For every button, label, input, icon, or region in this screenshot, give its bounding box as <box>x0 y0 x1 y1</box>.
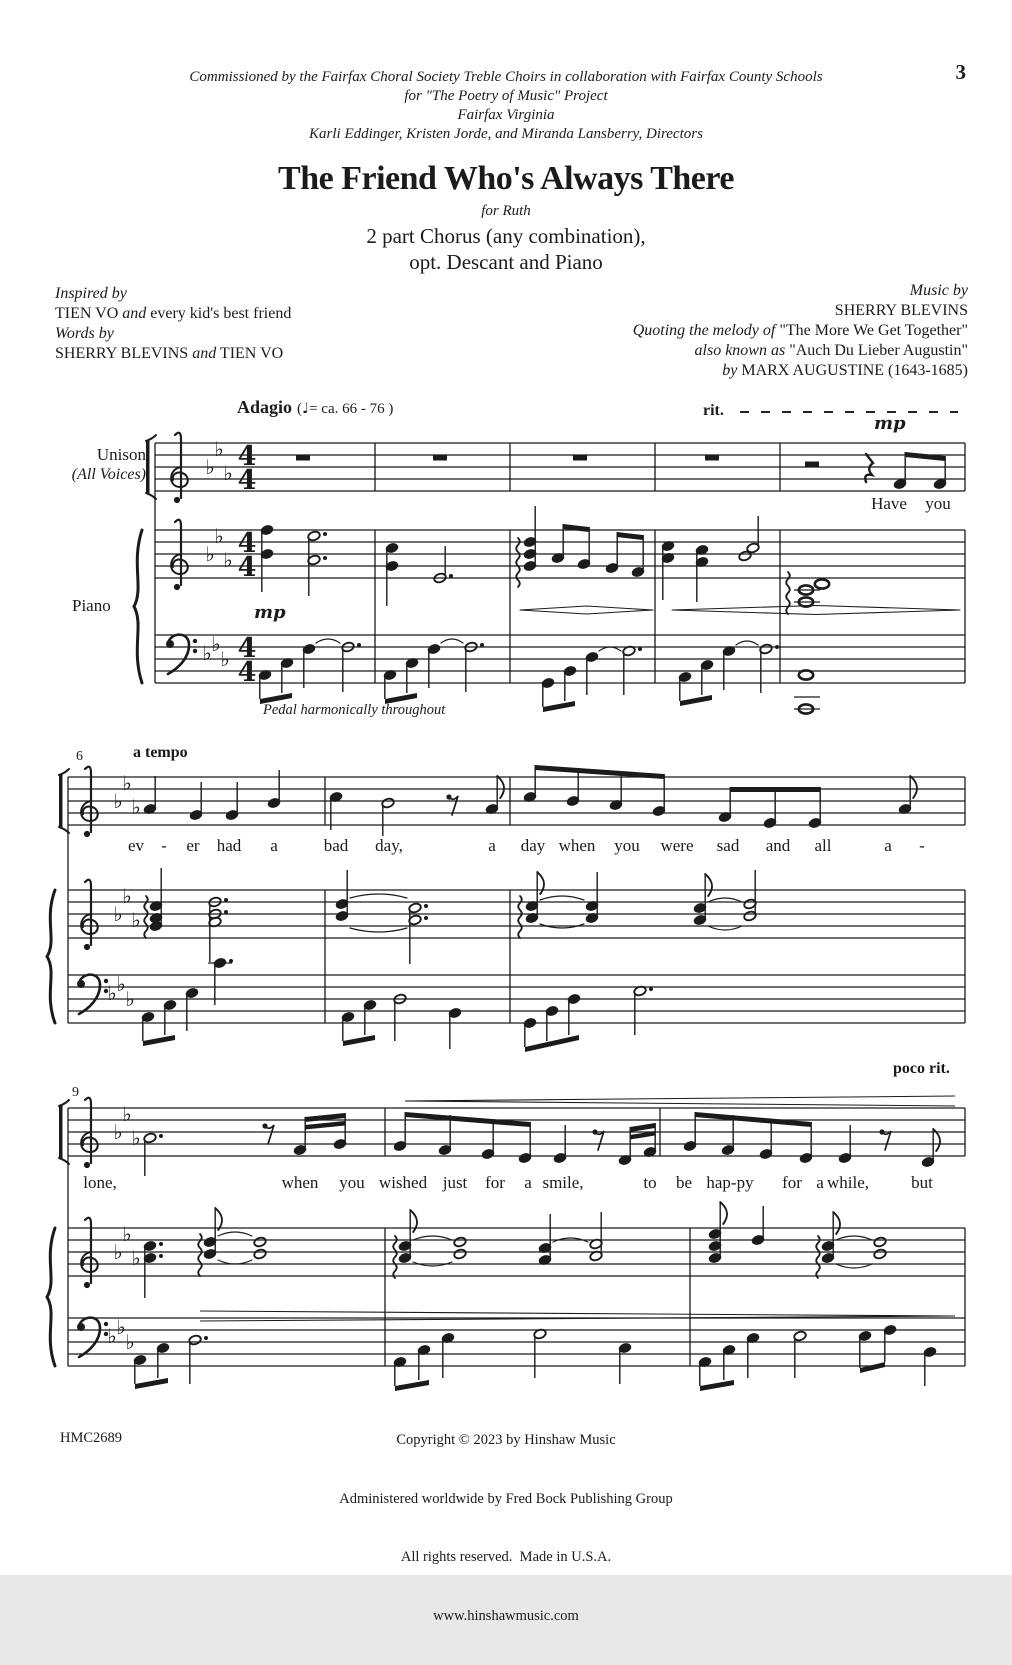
copyright-line3: All rights reserved. Made in U.S.A. <box>400 1549 612 1565</box>
svg-text:♭: ♭ <box>214 524 224 548</box>
commission-note <box>0 68 1012 144</box>
tempo-word: Adagio <box>237 397 293 417</box>
copyright-line2: Administered worldwide by Fred Bock Publishing Group <box>339 1490 673 1507</box>
scoring-line1: 2 part Chorus (any combination), <box>366 224 646 248</box>
lyric-syllable: just <box>442 1173 468 1192</box>
svg-text:♭: ♭ <box>131 1246 141 1270</box>
original-composer-line: by MARX AUGUSTINE (1643-1685) <box>722 362 968 379</box>
lyric-syllable: you <box>339 1173 365 1192</box>
svg-text:4: 4 <box>237 552 257 583</box>
quoting-line: Quoting the melody of "The More We Get Together" <box>632 322 968 339</box>
svg-text:♭: ♭ <box>122 1222 132 1246</box>
lyric-syllable: sad <box>716 836 740 855</box>
copyright-line1: Copyright © 2023 by Hinshaw Music <box>396 1432 616 1448</box>
tempo-marking <box>237 397 393 418</box>
aka-line: also known as "Auch Du Lieber Augustin" <box>694 342 968 359</box>
lyric-syllable: - <box>919 836 925 855</box>
svg-text:♭: ♭ <box>220 647 230 671</box>
lyric-syllable: when <box>281 1173 319 1192</box>
dedication: for Ruth <box>481 203 531 219</box>
svg-text:♭: ♭ <box>131 1126 141 1150</box>
lyric-syllable: a <box>270 836 278 855</box>
copyright-line4: www.hinshawmusic.com <box>433 1607 579 1624</box>
lyric-syllable: for <box>485 1173 505 1192</box>
dynamic-mp-vocal: mp <box>874 413 906 434</box>
lyric-syllable: had <box>216 836 242 855</box>
svg-text:♭: ♭ <box>223 548 233 572</box>
svg-text:4: 4 <box>237 528 257 559</box>
svg-text:♭: ♭ <box>113 1120 123 1144</box>
lyric-syllable: be <box>675 1173 693 1192</box>
svg-text:♭: ♭ <box>131 795 141 819</box>
lyric-syllable: day <box>520 836 546 855</box>
svg-text:♭: ♭ <box>202 641 212 665</box>
lyric-syllable: you <box>614 836 640 855</box>
svg-text:♭: ♭ <box>107 1324 117 1348</box>
svg-text:♭: ♭ <box>205 542 215 566</box>
lyric-syllable: hap-py <box>706 1173 754 1192</box>
svg-text:♭: ♭ <box>116 1315 126 1339</box>
metronome-marking: (♩= ca. 66 - 76 ) <box>297 399 394 417</box>
lyric-syllable: all <box>814 836 832 855</box>
lyric-syllable: were <box>660 836 694 855</box>
inspired-by-line: TIEN VO and every kid's best friend <box>55 305 292 322</box>
svg-text:4: 4 <box>237 465 257 496</box>
all-voices-label: (All Voices) <box>71 466 146 483</box>
lyric-syllable: ev <box>127 836 145 855</box>
inspired-by-label: Inspired by <box>55 285 127 302</box>
svg-text:♭: ♭ <box>131 908 141 932</box>
svg-text:♭: ♭ <box>122 771 132 795</box>
lyric-syllable: bad <box>323 836 349 855</box>
music-by-label: Music by <box>909 282 968 299</box>
piece-title: The Friend Who's Always There <box>278 160 734 197</box>
commission-line2: for "The Poetry of Music" Project <box>404 88 608 104</box>
rit-dashes <box>740 411 958 413</box>
poco-rit-marking: poco rit. <box>893 1060 950 1077</box>
svg-text:♭: ♭ <box>122 884 132 908</box>
copyright-block <box>0 1392 1012 1665</box>
credits-left <box>55 284 291 364</box>
quarter-note-icon: ♩ <box>302 399 310 417</box>
lyric-syllable: for <box>782 1173 802 1192</box>
measure-number-6: 6 <box>76 749 83 764</box>
svg-text:♭: ♭ <box>107 981 117 1005</box>
svg-text:♭: ♭ <box>125 1330 135 1354</box>
lyric-syllable: and <box>765 836 791 855</box>
lyric-syllable: - <box>161 836 167 855</box>
dynamic-mp-piano: mp <box>254 602 286 623</box>
lyric-syllable: day, <box>375 836 403 855</box>
lyric-syllable: but <box>911 1173 933 1192</box>
lyric-syllable: when <box>558 836 596 855</box>
lyric-syllable: a <box>816 1173 824 1192</box>
credits-right <box>633 281 968 381</box>
svg-text:4: 4 <box>237 633 257 664</box>
lyric-syllable: er <box>186 836 200 855</box>
svg-text:4: 4 <box>237 441 257 472</box>
lyric-syllable: while, <box>826 1173 870 1192</box>
svg-text:♭: ♭ <box>113 902 123 926</box>
svg-text:♭: ♭ <box>214 437 224 461</box>
vocal-staff-label <box>20 445 146 485</box>
measure-number-9: 9 <box>72 1085 79 1100</box>
piano-label: Piano <box>72 596 111 615</box>
composer-name: SHERRY BLEVINS <box>834 302 968 319</box>
commission-line3: Fairfax Virginia <box>457 107 555 123</box>
commission-line4: Karli Eddinger, Kristen Jorde, and Miranda Lansberry, Directors <box>309 126 703 142</box>
catalog-number: HMC2689 <box>60 1430 123 1446</box>
svg-text:♭: ♭ <box>113 789 123 813</box>
lyric-syllable: smile, <box>542 1173 584 1192</box>
svg-text:♭: ♭ <box>113 1240 123 1264</box>
lyric-syllable: a <box>884 836 892 855</box>
commission-line1: Commissioned by the Fairfax Choral Society Treble Choirs in collaboration with Fairfax County Schools <box>189 69 823 85</box>
svg-text:♭: ♭ <box>116 972 126 996</box>
lyric-syllable: to <box>643 1173 657 1192</box>
a-tempo-marking: a tempo <box>133 744 188 761</box>
svg-text:♭: ♭ <box>211 632 221 656</box>
lyric-syllable: wished <box>378 1173 428 1192</box>
lyric-syllable: a <box>488 836 496 855</box>
rit-marking: rit. <box>703 402 724 419</box>
svg-text:♭: ♭ <box>223 461 233 485</box>
lyric-syllable: a <box>524 1173 532 1192</box>
svg-text:♭: ♭ <box>125 987 135 1011</box>
words-by-line: SHERRY BLEVINS and TIEN VO <box>55 345 284 362</box>
pedal-instruction: Pedal harmonically throughout <box>263 702 446 718</box>
unison-label: Unison <box>96 445 146 464</box>
words-by-label: Words by <box>55 325 114 342</box>
svg-text:4: 4 <box>237 657 257 688</box>
svg-text:♭: ♭ <box>205 455 215 479</box>
lyric-syllable: Have <box>871 494 907 513</box>
scoring-line2: opt. Descant and Piano <box>409 250 603 274</box>
svg-text:♭: ♭ <box>122 1102 132 1126</box>
lyric-syllable: you <box>925 494 951 513</box>
lyric-syllable: lone, <box>83 1173 117 1192</box>
page-number: 3 <box>955 60 966 84</box>
